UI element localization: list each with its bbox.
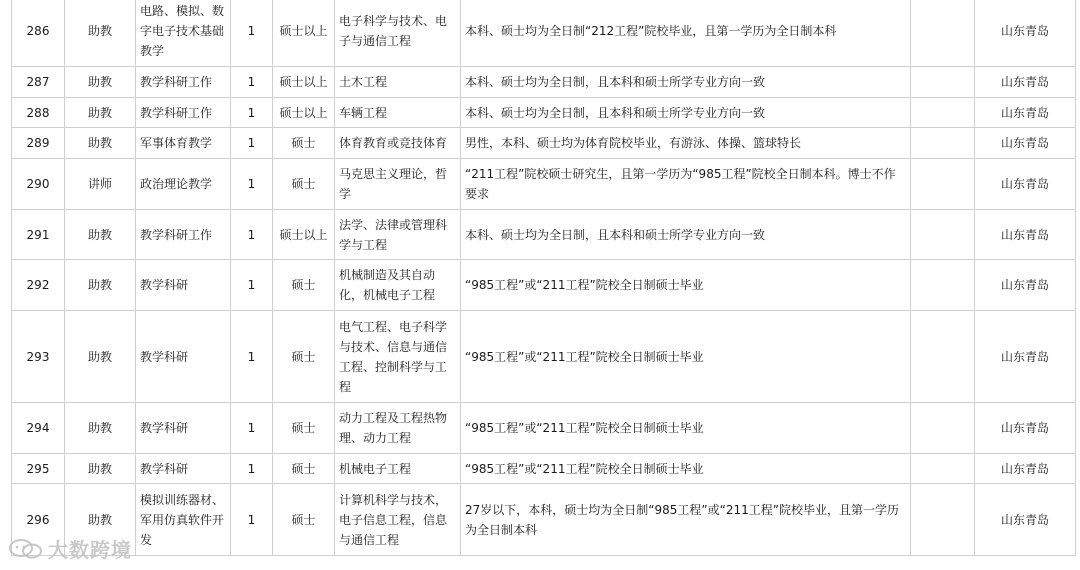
cell-no: 286 bbox=[12, 0, 65, 67]
cell-location: 山东青岛 bbox=[975, 67, 1076, 98]
cell-title: 助教 bbox=[65, 210, 136, 260]
cell-count: 1 bbox=[231, 128, 273, 159]
table-row bbox=[12, 67, 1076, 98]
cell-blank bbox=[911, 159, 975, 210]
table-row bbox=[12, 210, 1076, 260]
cell-title: 助教 bbox=[65, 0, 136, 67]
cell-requirement: 男性，本科、硕士均为体育院校毕业，有游泳、体操、篮球特长 bbox=[461, 128, 911, 159]
cell-requirement: “985工程”或“211工程”院校全日制硕士毕业 bbox=[461, 260, 911, 311]
cell-dept: 政治理论教学 bbox=[136, 159, 231, 210]
cell-major: 电子科学与技术、电子与通信工程 bbox=[335, 0, 461, 67]
table-row bbox=[12, 403, 1076, 454]
cell-requirement: “985工程”或“211工程”院校全日制硕士毕业 bbox=[461, 454, 911, 484]
cell-major: 电气工程、电子科学与技术、信息与通信工程、控制科学与工程 bbox=[335, 311, 461, 403]
cell-location: 山东青岛 bbox=[975, 210, 1076, 260]
cell-blank bbox=[911, 0, 975, 67]
cell-degree: 硕士 bbox=[273, 128, 335, 159]
table-row bbox=[12, 311, 1076, 403]
watermark-text: 大数跨境 bbox=[48, 538, 132, 562]
cell-no: 292 bbox=[12, 260, 65, 311]
cell-blank bbox=[911, 454, 975, 484]
cell-requirement: “985工程”或“211工程”院校全日制硕士毕业 bbox=[461, 403, 911, 454]
cell-blank bbox=[911, 67, 975, 98]
cell-major: 法学、法律或管理科学与工程 bbox=[335, 210, 461, 260]
cell-location: 山东青岛 bbox=[975, 159, 1076, 210]
cell-title: 助教 bbox=[65, 260, 136, 311]
cell-dept: 电路、模拟、数字电子技术基础教学 bbox=[136, 0, 231, 67]
cell-title: 讲师 bbox=[65, 159, 136, 210]
cell-degree: 硕士 bbox=[273, 159, 335, 210]
cell-title: 助教 bbox=[65, 128, 136, 159]
cell-no: 290 bbox=[12, 159, 65, 210]
table-row bbox=[12, 159, 1076, 210]
cell-blank bbox=[911, 484, 975, 556]
recruitment-table bbox=[11, 0, 1076, 556]
cell-requirement: “985工程”或“211工程”院校全日制硕士毕业 bbox=[461, 311, 911, 403]
cell-title: 助教 bbox=[65, 484, 136, 556]
cell-title: 助教 bbox=[65, 67, 136, 98]
cell-degree: 硕士 bbox=[273, 454, 335, 484]
cell-count: 1 bbox=[231, 311, 273, 403]
cell-no: 293 bbox=[12, 311, 65, 403]
cell-count: 1 bbox=[231, 159, 273, 210]
table-row bbox=[12, 128, 1076, 159]
table-row bbox=[12, 260, 1076, 311]
cell-location: 山东青岛 bbox=[975, 98, 1076, 128]
cell-degree: 硕士以上 bbox=[273, 210, 335, 260]
cell-blank bbox=[911, 210, 975, 260]
cell-title: 助教 bbox=[65, 98, 136, 128]
cell-dept: 教学科研 bbox=[136, 403, 231, 454]
cell-requirement: 本科、硕士均为全日制“212工程”院校毕业，且第一学历为全日制本科 bbox=[461, 0, 911, 67]
cell-requirement: 本科、硕士均为全日制，且本科和硕士所学专业方向一致 bbox=[461, 210, 911, 260]
cell-no: 294 bbox=[12, 403, 65, 454]
cell-requirement: 本科、硕士均为全日制，且本科和硕士所学专业方向一致 bbox=[461, 67, 911, 98]
cell-blank bbox=[911, 98, 975, 128]
cell-requirement: “211工程”院校硕士研究生，且第一学历为“985工程”院校全日制本科。博士不作要求 bbox=[461, 159, 911, 210]
cell-title: 助教 bbox=[65, 454, 136, 484]
cell-blank bbox=[911, 403, 975, 454]
cell-count: 1 bbox=[231, 403, 273, 454]
cell-location: 山东青岛 bbox=[975, 260, 1076, 311]
cell-no: 289 bbox=[12, 128, 65, 159]
cell-dept: 教学科研 bbox=[136, 454, 231, 484]
cell-no: 291 bbox=[12, 210, 65, 260]
cell-major: 体育教育或竞技体育 bbox=[335, 128, 461, 159]
cell-title: 助教 bbox=[65, 403, 136, 454]
cell-major: 机械电子工程 bbox=[335, 454, 461, 484]
cell-degree: 硕士以上 bbox=[273, 67, 335, 98]
table-row bbox=[12, 0, 1076, 67]
cell-location: 山东青岛 bbox=[975, 454, 1076, 484]
cell-location: 山东青岛 bbox=[975, 484, 1076, 556]
cell-location: 山东青岛 bbox=[975, 0, 1076, 67]
cell-major: 动力工程及工程热物理、动力工程 bbox=[335, 403, 461, 454]
cell-location: 山东青岛 bbox=[975, 403, 1076, 454]
cell-major: 土木工程 bbox=[335, 67, 461, 98]
cell-blank bbox=[911, 128, 975, 159]
table-row bbox=[12, 454, 1076, 484]
cell-degree: 硕士以上 bbox=[273, 98, 335, 128]
cell-no: 288 bbox=[12, 98, 65, 128]
cell-count: 1 bbox=[231, 67, 273, 98]
cell-dept: 教学科研 bbox=[136, 260, 231, 311]
cell-count: 1 bbox=[231, 454, 273, 484]
cell-dept: 教学科研 bbox=[136, 311, 231, 403]
cell-dept: 教学科研工作 bbox=[136, 98, 231, 128]
cell-major: 计算机科学与技术，电子信息工程，信息与通信工程 bbox=[335, 484, 461, 556]
cell-dept: 军事体育教学 bbox=[136, 128, 231, 159]
cell-count: 1 bbox=[231, 260, 273, 311]
cell-blank bbox=[911, 311, 975, 403]
table-row bbox=[12, 98, 1076, 128]
cell-major: 车辆工程 bbox=[335, 98, 461, 128]
cell-dept: 模拟训练器材、军用仿真软件开发 bbox=[136, 484, 231, 556]
table-row bbox=[12, 484, 1076, 556]
cell-major: 马克思主义理论，哲学 bbox=[335, 159, 461, 210]
cell-degree: 硕士 bbox=[273, 484, 335, 556]
cell-major: 机械制造及其自动化，机械电子工程 bbox=[335, 260, 461, 311]
cell-dept: 教学科研工作 bbox=[136, 210, 231, 260]
cell-degree: 硕士 bbox=[273, 311, 335, 403]
cell-no: 295 bbox=[12, 454, 65, 484]
cell-blank bbox=[911, 260, 975, 311]
cell-location: 山东青岛 bbox=[975, 128, 1076, 159]
cell-degree: 硕士以上 bbox=[273, 0, 335, 67]
cell-location: 山东青岛 bbox=[975, 311, 1076, 403]
cell-dept: 教学科研工作 bbox=[136, 67, 231, 98]
cell-count: 1 bbox=[231, 210, 273, 260]
cell-count: 1 bbox=[231, 484, 273, 556]
cell-degree: 硕士 bbox=[273, 260, 335, 311]
cell-title: 助教 bbox=[65, 311, 136, 403]
cell-requirement: 27岁以下，本科，硕士均为全日制“985工程”或“211工程”院校毕业，且第一学历为全日制本科 bbox=[461, 484, 911, 556]
cell-degree: 硕士 bbox=[273, 403, 335, 454]
cell-requirement: 本科、硕士均为全日制，且本科和硕士所学专业方向一致 bbox=[461, 98, 911, 128]
cell-count: 1 bbox=[231, 0, 273, 67]
cell-no: 287 bbox=[12, 67, 65, 98]
cell-no: 296 bbox=[12, 484, 65, 556]
cell-count: 1 bbox=[231, 98, 273, 128]
